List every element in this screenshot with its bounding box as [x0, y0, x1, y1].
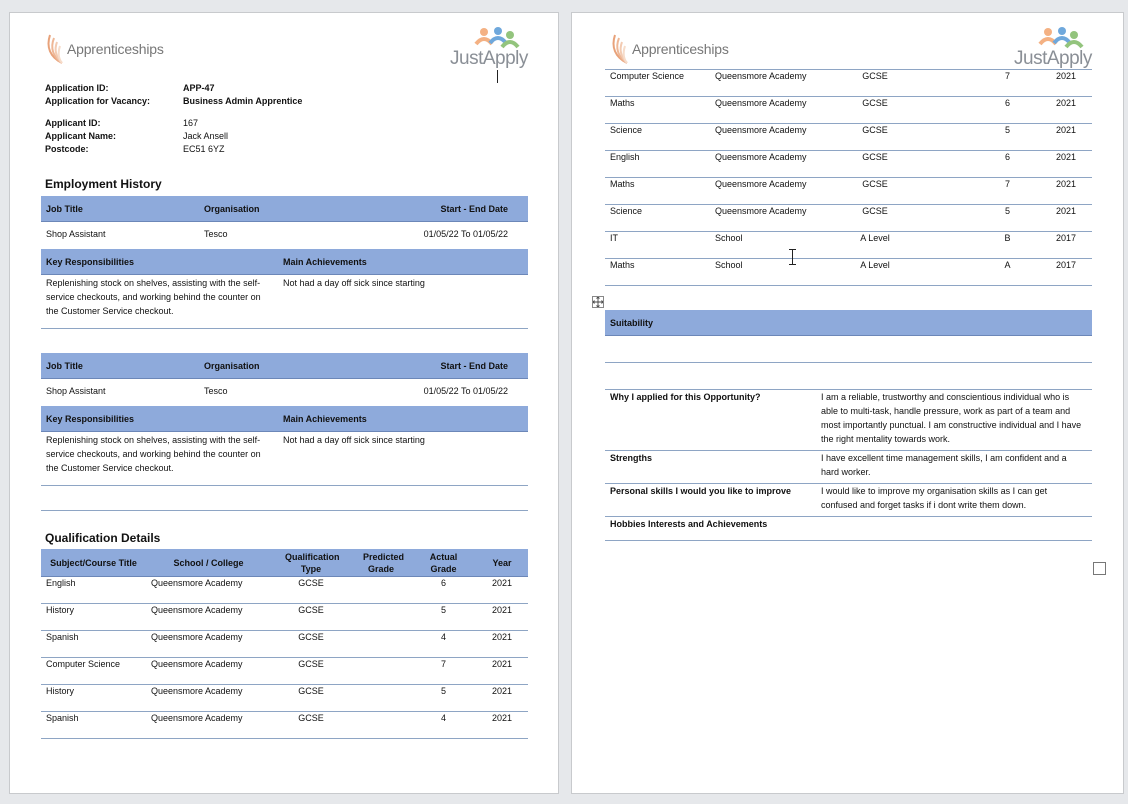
qualification-table-page-1	[41, 549, 528, 739]
apprenticeships-logo	[44, 33, 164, 65]
job-title-cell: Shop Assistant	[46, 386, 106, 396]
ibeam-cursor-icon	[789, 249, 796, 265]
apprenticeships-logo-text: Apprenticeships	[632, 41, 729, 57]
suitability-row	[605, 484, 1092, 517]
school-cell: Queensmore Academy	[151, 659, 243, 669]
subject-cell: Computer Science	[46, 659, 121, 669]
table-move-handle[interactable]	[592, 296, 604, 308]
actual-cell: 5	[1004, 125, 1010, 135]
type-cell: GCSE	[862, 71, 888, 81]
actual-cell: 7	[1004, 179, 1010, 189]
justapply-logo-text: JustApply	[450, 48, 528, 69]
qualification-row	[605, 124, 1092, 151]
year-cell: 2021	[1055, 71, 1077, 81]
year-header: Year	[492, 557, 512, 568]
suitability-header-row	[605, 310, 1092, 336]
suitability-title: Suitability	[610, 317, 654, 328]
organisation-header: Organisation	[204, 360, 260, 371]
responsibilities-row	[41, 275, 528, 329]
qualification-table-page-2	[605, 69, 1092, 286]
document-page-1[interactable]	[9, 12, 559, 794]
type-cell: GCSE	[862, 125, 888, 135]
employment-entry-2	[41, 353, 528, 486]
school-cell: School	[715, 260, 743, 270]
type-cell: GCSE	[862, 98, 888, 108]
responsibilities-cell: Replenishing stock on shelves, assisting with the self-service checkouts, and working behind the counter on the Customer Service checkout.	[46, 278, 261, 316]
suitability-table	[605, 310, 1092, 541]
subject-cell: Maths	[610, 260, 635, 270]
school-cell: Queensmore Academy	[151, 713, 243, 723]
qualification-row	[41, 604, 528, 631]
suitability-label: Why I applied for this Opportunity?	[610, 392, 761, 402]
employment-row	[41, 379, 528, 406]
qualification-row	[605, 205, 1092, 232]
qualification-row	[605, 151, 1092, 178]
year-cell: 2021	[491, 713, 513, 723]
responsibilities-header: Key Responsibilities	[46, 413, 135, 424]
actual-cell: 4	[440, 632, 446, 642]
justapply-logo	[450, 26, 530, 70]
applicant-name-value: Jack Ansell	[183, 131, 229, 141]
type-cell: GCSE	[862, 179, 888, 189]
type-cell: GCSE	[862, 152, 888, 162]
application-info	[45, 82, 302, 156]
suitability-label: Personal skills I would you like to improve	[610, 486, 792, 496]
school-cell: School	[715, 233, 743, 243]
subject-cell: Science	[610, 206, 643, 216]
type-cell: GCSE	[862, 206, 888, 216]
qualification-row	[605, 178, 1092, 205]
suitability-row	[605, 451, 1092, 484]
achievements-cell: Not had a day off sick since starting	[283, 278, 425, 288]
qualification-header-row	[41, 549, 528, 577]
suitability-row	[605, 517, 1092, 541]
actual-cell: 7	[440, 659, 446, 669]
application-id-label: Application ID:	[45, 83, 109, 93]
school-cell: Queensmore Academy	[715, 125, 807, 135]
actual-cell: B	[1004, 233, 1011, 243]
school-cell: Queensmore Academy	[151, 578, 243, 588]
school-cell: Queensmore Academy	[715, 179, 807, 189]
type-cell: A Level	[860, 260, 890, 270]
table-resize-handle[interactable]	[1093, 562, 1106, 575]
organisation-header: Organisation	[204, 203, 260, 214]
document-page-2[interactable]	[571, 12, 1124, 794]
school-cell: Queensmore Academy	[151, 632, 243, 642]
vacancy-label: Application for Vacancy:	[45, 96, 151, 106]
subject-cell: Computer Science	[610, 71, 685, 81]
applicant-id-label: Applicant ID:	[45, 118, 101, 128]
dates-cell: 01/05/22 To 01/05/22	[423, 386, 508, 396]
actual-header: Actual Grade	[429, 551, 458, 574]
actual-cell: 6	[1004, 152, 1010, 162]
actual-cell: 7	[1004, 71, 1010, 81]
type-cell: GCSE	[298, 686, 324, 696]
school-cell: Queensmore Academy	[715, 71, 807, 81]
suitability-label: Strengths	[610, 453, 653, 463]
school-cell: Queensmore Academy	[715, 152, 807, 162]
qualification-row	[605, 97, 1092, 124]
year-cell: 2021	[1055, 152, 1077, 162]
year-cell: 2021	[491, 659, 513, 669]
job-title-header: Job Title	[46, 360, 83, 371]
employment-header-row	[41, 196, 528, 222]
subject-cell: Maths	[610, 98, 635, 108]
school-cell: Queensmore Academy	[151, 605, 243, 615]
achievements-header: Main Achievements	[283, 256, 367, 267]
job-title-header: Job Title	[46, 203, 83, 214]
dates-header: Start - End Date	[440, 360, 508, 371]
type-cell: A Level	[860, 233, 890, 243]
qualification-row	[605, 232, 1092, 259]
year-cell: 2021	[1055, 125, 1077, 135]
suitability-text: I have excellent time management skills, I am confident and a hard worker.	[821, 453, 1067, 477]
responsibilities-row	[41, 432, 528, 486]
suitability-text: I am a reliable, trustworthy and conscientious individual who is able to multi-task, handle pressure, work as part of a team and most importantly punctual. I am constructive individual and I have the right mentality towards work.	[821, 392, 1082, 444]
organisation-cell: Tesco	[204, 229, 228, 239]
achievements-cell: Not had a day off sick since starting	[283, 435, 425, 445]
type-header: Qualification Type	[285, 551, 340, 574]
apprenticeships-logo	[609, 33, 729, 65]
qualification-row	[605, 259, 1092, 286]
school-header: School / College	[173, 557, 244, 568]
qualification-row	[41, 577, 528, 604]
separator-line	[41, 510, 528, 511]
year-cell: 2017	[1055, 233, 1077, 243]
justapply-logo-text: JustApply	[1014, 48, 1092, 69]
qualification-row	[41, 631, 528, 658]
subject-cell: Maths	[610, 179, 635, 189]
subject-header: Subject/Course Title	[50, 557, 137, 568]
subject-cell: Spanish	[46, 713, 79, 723]
subject-cell: Science	[610, 125, 643, 135]
employment-entry-1	[41, 196, 528, 329]
suitability-row	[605, 390, 1092, 451]
type-cell: GCSE	[298, 632, 324, 642]
type-cell: GCSE	[298, 605, 324, 615]
qualification-row	[41, 685, 528, 712]
justapply-logo	[1014, 26, 1094, 70]
actual-cell: 5	[440, 605, 446, 615]
responsibilities-header-row	[41, 249, 528, 275]
qualification-row	[41, 658, 528, 685]
apprenticeships-fan-icon	[609, 33, 629, 65]
vacancy-value: Business Admin Apprentice	[183, 96, 303, 106]
type-cell: GCSE	[298, 578, 324, 588]
applicant-id-value: 167	[183, 118, 199, 128]
responsibilities-header-row	[41, 406, 528, 432]
job-title-cell: Shop Assistant	[46, 229, 106, 239]
actual-cell: A	[1004, 260, 1011, 270]
application-id-value: APP-47	[183, 83, 215, 93]
subject-cell: English	[46, 578, 76, 588]
postcode-label: Postcode:	[45, 144, 89, 154]
applicant-name-label: Applicant Name:	[45, 131, 117, 141]
suitability-text: I would like to improve my organisation skills as I can get confused and forget tasks if i dont write them down.	[821, 486, 1048, 510]
actual-cell: 6	[1004, 98, 1010, 108]
move-icon	[593, 297, 603, 307]
organisation-cell: Tesco	[204, 386, 228, 396]
apprenticeships-logo-text: Apprenticeships	[67, 41, 164, 57]
dates-cell: 01/05/22 To 01/05/22	[423, 229, 508, 239]
year-cell: 2021	[1055, 179, 1077, 189]
school-cell: Queensmore Academy	[151, 686, 243, 696]
subject-cell: Spanish	[46, 632, 79, 642]
responsibilities-header: Key Responsibilities	[46, 256, 135, 267]
responsibilities-cell: Replenishing stock on shelves, assisting with the self-service checkouts, and working behind the counter on the Customer Service checkout.	[46, 435, 261, 473]
subject-cell: History	[46, 686, 75, 696]
year-cell: 2021	[491, 686, 513, 696]
year-cell: 2021	[491, 578, 513, 588]
suitability-empty-row	[605, 336, 1092, 363]
school-cell: Queensmore Academy	[715, 206, 807, 216]
type-cell: GCSE	[298, 659, 324, 669]
subject-cell: IT	[610, 233, 618, 243]
postcode-value: EC51 6YZ	[183, 144, 225, 154]
subject-cell: History	[46, 605, 75, 615]
employment-row	[41, 222, 528, 249]
type-cell: GCSE	[298, 713, 324, 723]
actual-cell: 4	[440, 713, 446, 723]
year-cell: 2021	[1055, 98, 1077, 108]
dates-header: Start - End Date	[440, 203, 508, 214]
text-caret	[497, 70, 498, 83]
apprenticeships-fan-icon	[44, 33, 64, 65]
year-cell: 2021	[491, 605, 513, 615]
qualification-details-title: Qualification Details	[45, 531, 161, 545]
achievements-header: Main Achievements	[283, 413, 367, 424]
employment-history-title: Employment History	[45, 177, 162, 191]
actual-cell: 5	[440, 686, 446, 696]
suitability-label: Hobbies Interests and Achievements	[610, 519, 768, 529]
actual-cell: 6	[440, 578, 446, 588]
subject-cell: English	[610, 152, 640, 162]
year-cell: 2021	[491, 632, 513, 642]
qualification-row	[605, 70, 1092, 97]
school-cell: Queensmore Academy	[715, 98, 807, 108]
year-cell: 2017	[1055, 260, 1077, 270]
qualification-row	[41, 712, 528, 739]
actual-cell: 5	[1004, 206, 1010, 216]
suitability-empty-row	[605, 363, 1092, 390]
predicted-header: Predicted Grade	[363, 551, 405, 574]
employment-header-row	[41, 353, 528, 379]
year-cell: 2021	[1055, 206, 1077, 216]
